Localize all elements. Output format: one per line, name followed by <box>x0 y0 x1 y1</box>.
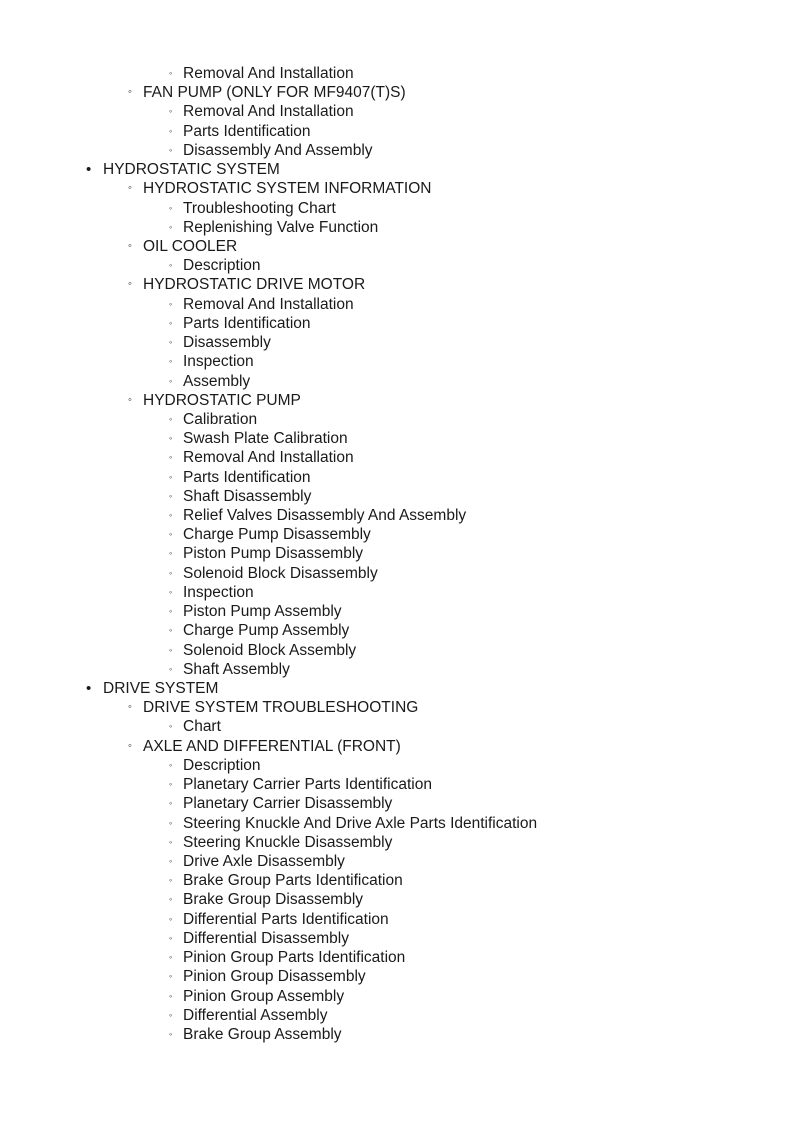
toc-entry-level-3 <box>0 871 794 890</box>
bullet-icon: ◦ <box>169 548 173 559</box>
bullet-icon: ◦ <box>169 759 173 770</box>
bullet-icon: ◦ <box>169 625 173 636</box>
toc-entry-level-3 <box>0 621 794 640</box>
bullet-icon: ◦ <box>169 663 173 674</box>
bullet-icon: ◦ <box>169 952 173 963</box>
bullet-icon: ◦ <box>169 913 173 924</box>
bullet-icon: ◦ <box>169 356 173 367</box>
toc-entry-text: Planetary Carrier Parts Identification <box>183 776 432 794</box>
toc-entry-text: FAN PUMP (ONLY FOR MF9407(T)S) <box>143 84 406 102</box>
bullet-icon: ◦ <box>128 182 132 195</box>
toc-entry-text: Removal And Installation <box>183 65 354 82</box>
toc-entry-level-3 <box>0 564 794 583</box>
toc-entry-level-3 <box>0 410 794 429</box>
bullet-icon: ◦ <box>169 433 173 444</box>
toc-entry-level-3 <box>0 314 794 333</box>
toc-entry-level-2 <box>0 83 794 102</box>
toc-entry-text: Brake Group Assembly <box>183 1025 342 1043</box>
toc-entry-text: Brake Group Parts Identification <box>183 872 403 890</box>
toc-entry-text: Piston Pump Disassembly <box>183 545 364 563</box>
bullet-icon: ◦ <box>169 68 173 78</box>
toc-entry-level-3 <box>0 833 794 852</box>
toc-entry-level-3 <box>0 852 794 871</box>
toc-entry-level-3 <box>0 448 794 467</box>
toc-entry-text: HYDROSTATIC DRIVE MOTOR <box>143 276 366 294</box>
toc-entry-text: Disassembly <box>183 334 271 352</box>
toc-entry-text: Description <box>183 257 261 275</box>
bullet-icon: ◦ <box>169 721 173 732</box>
bullet-icon: ◦ <box>128 278 132 291</box>
toc-entry-level-3 <box>0 506 794 525</box>
bullet-icon: • <box>86 680 92 697</box>
bullet-icon: ◦ <box>169 510 173 521</box>
toc-entry-level-3 <box>0 775 794 794</box>
toc-entry-level-2 <box>0 391 794 410</box>
toc-entry-level-3 <box>0 1006 794 1025</box>
toc-entry-text: Drive Axle Disassembly <box>183 852 345 870</box>
toc-entry-level-3 <box>0 583 794 602</box>
toc-entry-text: Parts Identification <box>183 122 311 140</box>
toc-entry-text: Removal And Installation <box>183 103 354 121</box>
bullet-icon: ◦ <box>169 894 173 905</box>
toc-entry-text: Parts Identification <box>183 468 311 486</box>
bullet-icon: ◦ <box>169 855 173 866</box>
bullet-icon: ◦ <box>128 393 132 406</box>
bullet-icon: ◦ <box>169 490 173 501</box>
bullet-icon: ◦ <box>169 1028 173 1039</box>
toc-entry-text: Relief Valves Disassembly And Assembly <box>183 507 467 525</box>
toc-entry-text: Steering Knuckle Disassembly <box>183 833 393 851</box>
bullet-icon: ◦ <box>169 798 173 809</box>
toc-entry-level-3 <box>0 544 794 563</box>
bullet-icon: • <box>86 161 92 179</box>
toc-entry-text: Pinion Group Parts Identification <box>183 949 406 967</box>
toc-entry-level-3 <box>0 756 794 775</box>
toc-entry-text: Removal And Installation <box>183 295 354 313</box>
toc-entry-level-3 <box>0 487 794 506</box>
toc-entry-level-3 <box>0 525 794 544</box>
toc-entry-level-3 <box>0 602 794 621</box>
bullet-icon: ◦ <box>128 739 132 752</box>
toc-entry-text: Differential Disassembly <box>183 929 349 947</box>
toc-entry-level-2 <box>0 275 794 294</box>
table-of-contents <box>0 64 794 1044</box>
toc-entry-text: Solenoid Block Disassembly <box>183 564 378 582</box>
toc-entry-text: Inspection <box>183 353 254 371</box>
bullet-icon: ◦ <box>169 932 173 943</box>
toc-entry-level-3 <box>0 929 794 948</box>
toc-entry-text: Shaft Assembly <box>183 660 290 678</box>
toc-entry-level-3 <box>0 199 794 218</box>
bullet-icon: ◦ <box>169 337 173 348</box>
toc-entry-text: Solenoid Block Assembly <box>183 641 357 659</box>
toc-entry-level-3 <box>0 717 794 736</box>
toc-entry-text: Charge Pump Disassembly <box>183 526 371 544</box>
toc-entry-level-3 <box>0 372 794 391</box>
bullet-icon: ◦ <box>169 644 173 655</box>
toc-entry-text: Pinion Group Disassembly <box>183 968 366 986</box>
bullet-icon: ◦ <box>169 221 173 232</box>
toc-entry-text: Differential Assembly <box>183 1006 328 1024</box>
toc-entry-level-2 <box>0 237 794 256</box>
toc-entry-text: Removal And Installation <box>183 449 354 467</box>
toc-entry-level-3 <box>0 468 794 487</box>
toc-entry-text: Replenishing Valve Function <box>183 218 379 236</box>
toc-entry-text: Chart <box>183 718 221 736</box>
bullet-icon: ◦ <box>128 86 132 99</box>
toc-entry-text: Parts Identification <box>183 314 311 332</box>
toc-entry-level-3 <box>0 429 794 448</box>
bullet-icon: ◦ <box>169 413 173 424</box>
toc-entry-level-1 <box>0 160 794 179</box>
bullet-icon: ◦ <box>169 471 173 482</box>
toc-entry-text: DRIVE SYSTEM <box>103 680 219 697</box>
toc-entry-level-3 <box>0 295 794 314</box>
bullet-icon: ◦ <box>169 817 173 828</box>
toc-entry-text: Differential Parts Identification <box>183 910 389 928</box>
toc-entry-text: OIL COOLER <box>143 237 238 255</box>
bullet-icon: ◦ <box>169 298 173 309</box>
bullet-icon: ◦ <box>169 260 173 271</box>
toc-entry-level-3 <box>0 660 794 679</box>
toc-entry-level-3 <box>0 1025 794 1044</box>
toc-entry-level-3 <box>0 122 794 141</box>
bullet-icon: ◦ <box>169 317 173 328</box>
toc-entry-level-2 <box>0 698 794 717</box>
bullet-icon: ◦ <box>128 701 132 714</box>
toc-entry-text: Disassembly And Assembly <box>183 141 373 159</box>
toc-entry-level-2 <box>0 179 794 198</box>
bullet-icon: ◦ <box>169 529 173 540</box>
bullet-icon: ◦ <box>169 875 173 886</box>
toc-entry-level-3 <box>0 333 794 352</box>
bullet-icon: ◦ <box>169 971 173 982</box>
bullet-icon: ◦ <box>169 586 173 597</box>
toc-entry-level-3 <box>0 141 794 160</box>
toc-entry-level-3 <box>0 218 794 237</box>
toc-entry-text: Pinion Group Assembly <box>183 987 345 1005</box>
bullet-icon: ◦ <box>169 1009 173 1020</box>
toc-entry-level-3 <box>0 910 794 929</box>
toc-entry-text: DRIVE SYSTEM TROUBLESHOOTING <box>143 699 419 717</box>
toc-entry-level-3 <box>0 256 794 275</box>
bullet-icon: ◦ <box>169 567 173 578</box>
toc-entry-level-3 <box>0 352 794 371</box>
toc-entry-text: HYDROSTATIC PUMP <box>143 391 301 409</box>
toc-entry-level-3 <box>0 102 794 121</box>
toc-entry-text: Piston Pump Assembly <box>183 603 342 621</box>
toc-entry-text: Steering Knuckle And Drive Axle Parts Identification <box>183 814 538 832</box>
toc-entry-level-3 <box>0 794 794 813</box>
bullet-icon: ◦ <box>169 990 173 1001</box>
toc-entry-text: HYDROSTATIC SYSTEM INFORMATION <box>143 180 432 198</box>
toc-entry-level-2 <box>0 737 794 756</box>
toc-entry-level-3 <box>0 64 794 83</box>
bullet-icon: ◦ <box>169 202 173 213</box>
bullet-icon: ◦ <box>169 779 173 790</box>
toc-entry-text: Description <box>183 756 261 774</box>
toc-entry-level-3 <box>0 948 794 967</box>
toc-entry-text: Inspection <box>183 583 254 601</box>
toc-entry-text: Calibration <box>183 410 258 428</box>
toc-entry-level-1 <box>0 679 794 698</box>
bullet-icon: ◦ <box>169 375 173 386</box>
toc-entry-text: Assembly <box>183 372 251 390</box>
bullet-icon: ◦ <box>169 125 173 136</box>
toc-entry-level-3 <box>0 890 794 909</box>
toc-entry-text: Brake Group Disassembly <box>183 891 364 909</box>
bullet-icon: ◦ <box>169 606 173 617</box>
toc-entry-level-3 <box>0 814 794 833</box>
toc-entry-text: AXLE AND DIFFERENTIAL (FRONT) <box>143 737 401 755</box>
toc-entry-text: Shaft Disassembly <box>183 487 312 505</box>
toc-entry-text: HYDROSTATIC SYSTEM <box>103 161 280 179</box>
bullet-icon: ◦ <box>128 239 132 252</box>
bullet-icon: ◦ <box>169 106 173 117</box>
toc-entry-text: Planetary Carrier Disassembly <box>183 795 393 813</box>
bullet-icon: ◦ <box>169 452 173 463</box>
bullet-icon: ◦ <box>169 836 173 847</box>
toc-entry-text: Troubleshooting Chart <box>183 199 336 217</box>
bullet-icon: ◦ <box>169 144 173 155</box>
toc-entry-level-3 <box>0 967 794 986</box>
toc-entry-text: Swash Plate Calibration <box>183 430 348 448</box>
toc-entry-level-3 <box>0 987 794 1006</box>
toc-entry-text: Charge Pump Assembly <box>183 622 350 640</box>
toc-entry-level-3 <box>0 641 794 660</box>
